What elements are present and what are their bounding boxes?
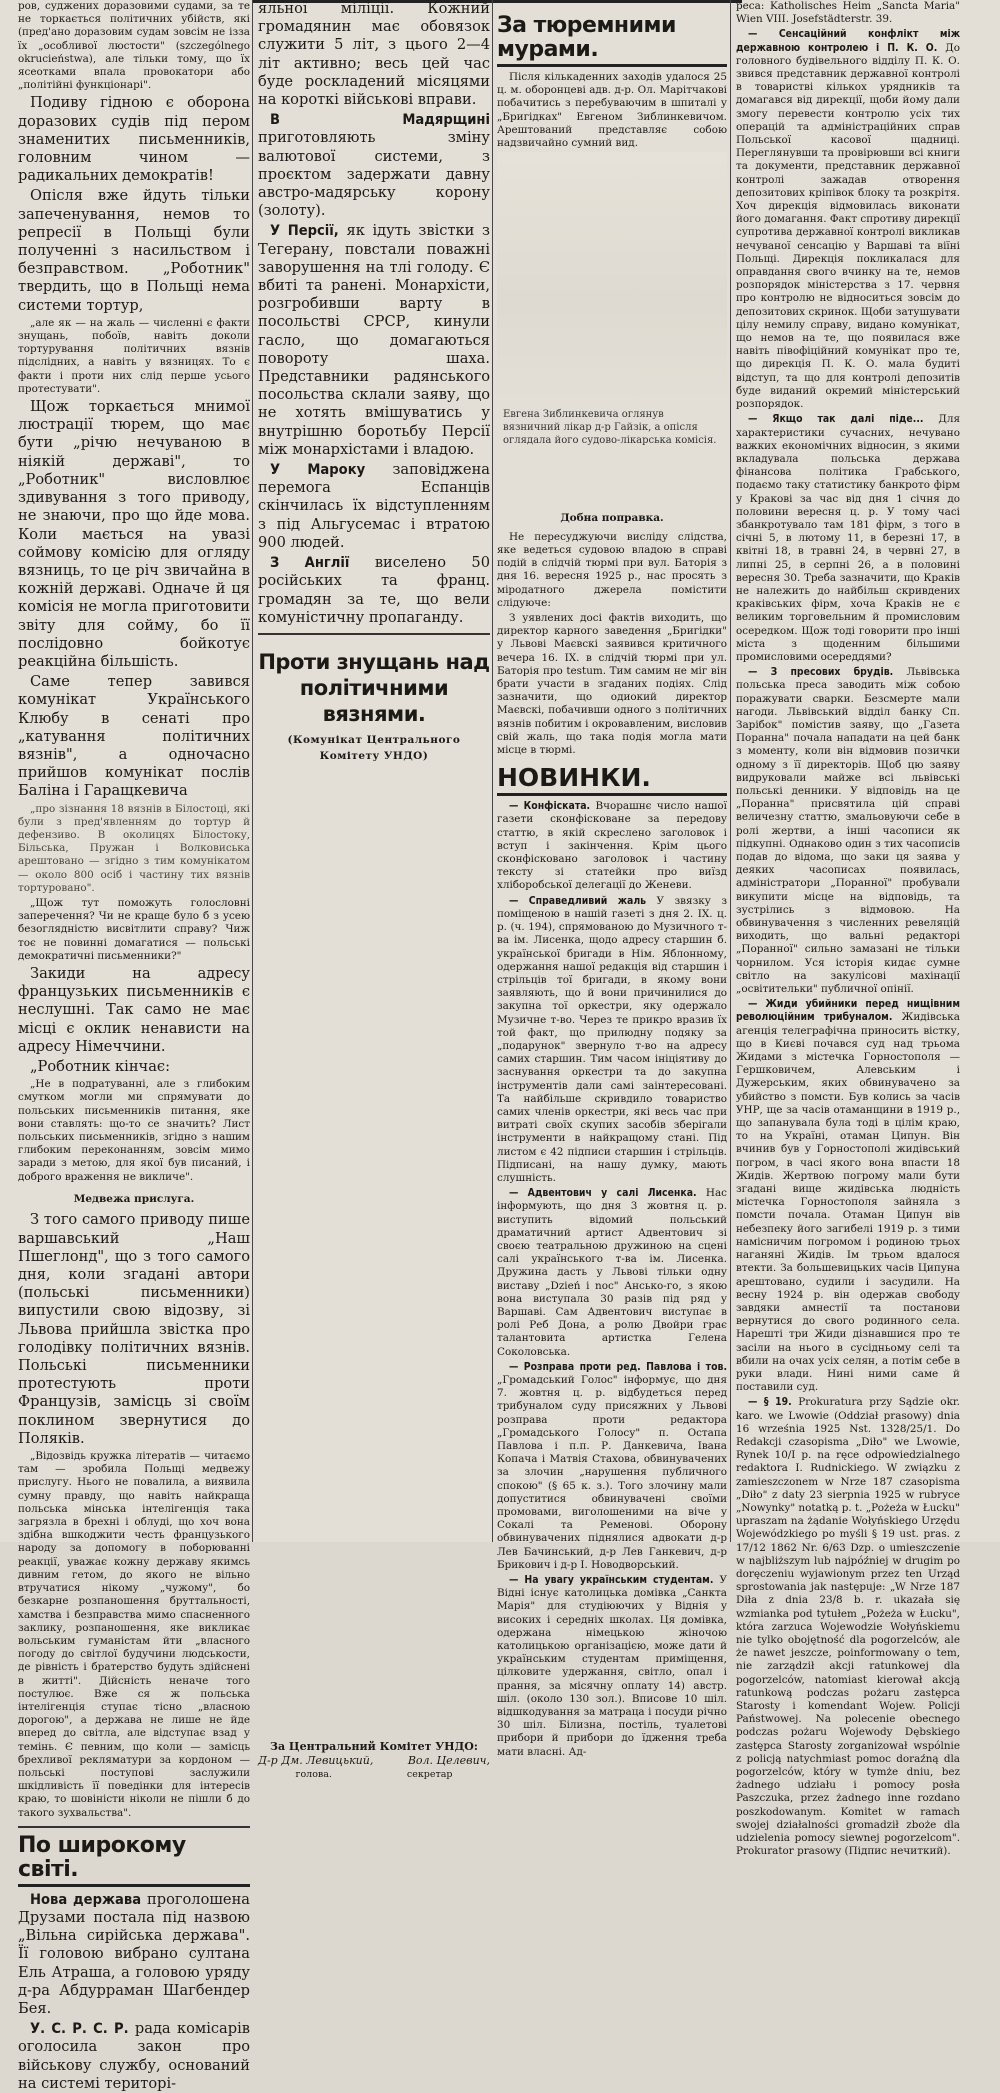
text: рада комісарів оголосила закон про військову службу, оснований на системі територі-: [18, 2020, 250, 2092]
text: Жидівська агенція телеграфічна приносить вістку, що в Києві почався суд над трьома Жидами з містечка Горностополя — Гершковичем, Алевським і Дужерським, яких обвинувачено за убийство з помсти. Був колись за часів УНР, ще за часів отаманщини в 1919 р., що запанувала була тоді в цілім краю, то на Україні, отаман Ципун. Він вчинив був у Горностополі жидівський погром, в часі якого вона впасти 18 Жидів. Жертвою погрому мали бути згадані вище жидівська людність містечка Горностополя зайняла з помсти почала. Отаман Ципун вів небезпеку його загибелі 1919 р. з тими намісничим погромом і родиною трьох наганяні Жидів. Ім трьом вдалося втекти. За большевицьких часів Ципуна арештовано, судили і засудили. На весну 1924 р. він одержав свободу завдяки амнестії та постанови вернутися до свого родинного села. Нарешті три Жиди дізнавшися про те засіли на нього в сусідньому селі та вбили на очах усіх селян, а потім себе в руки влади. Нині ними саме й поставили суд.: [736, 1011, 960, 1394]
signer-1: Д-р Дм. Левицький,: [258, 1754, 374, 1768]
news-item: [736, 666, 960, 996]
lead: В Мадярщині: [270, 111, 490, 129]
text: Нас інформують, що дня 3 жовтня ц. р. виступить відомий польський драматичний артист Адвентович зі своєю театральною дружиною на сцені салі українського т-ва ім. Лисенка. Дружина дасть у Львові тільки одну виставу „Dzień i noc" Ансько-го, з якою вона виступала 30 разів під ряд у Варшаві. Сам Адвентович виступає в ролі Реб Дона, а ролю Двойри грає талантовита артистка Гелена Соколовська.: [497, 1187, 727, 1358]
paragraph: Подиву гідною є оборона доразових судів під пером знаменитих письменників, головним чином — радикальних демократів!: [18, 94, 250, 185]
paragraph: [258, 461, 490, 552]
lead: — Сенсаційний конфлікт між державною контролею і П. К. О.: [736, 28, 960, 54]
lead: У Персії,: [270, 222, 339, 240]
lead: — Якщо так далі піде...: [748, 413, 924, 426]
text: Львівська польська преса заводить між собою поражувати сварки. Безсмерте мали нагоди. Львівський відділ банку Сп. Зарібок" помістив заяву, що „Газета Поранна" почала нападати на цей банк з моменту, коли він відмовив позички одному з її директорів. Щоб цю заяву видруковали майже всі львівські польські денники. У відповідь на це „Поранна" присвятила цій справі величезну статтю, змальовуючи себе в ролі жертви, а інші часописи як підкупні. Однаково один з тих часописів подав до відома, що заки ця заява у деяких часописах появилась, адміністратори „Поранної" пробували викупити місце на відповідь, та зустрілись з відмовою. На обвинувачення з численних ревеляцій виходить, що вальні редакторі „Поранної" сильно замазані не тільки чорнилом. Уся історія кидає сумне світло на закулісові махінації „освітительки" публичної опінії.: [736, 666, 961, 996]
text: Prokuratura przy Sądzie okr. karo. we Lwowie (Oddział prasowy) dnia 16 września 1925 Nst. 1328/25/1. Do Redakcji czasopisma „Diło" we Lwowie, Rynek 10/I p. na ręce odpowiedzialnego redaktora I. Rudnickiego. W związku z zamieszczonem w Nrze 187 czasopisma „Diło" z daty 23 sierpnia 1925 w rubryce „Nowynky" notatką p. t. „Pożeża w Łucku" upraszam na żądanie Wołyńskiego Urzędu Wojewódzkiego po myśli § 19 ust. pras. z 17/12 1862 Nr. 6/63 Dzp. o umieszczenie w najbliższym lub najpóźniej w drugim po doręczeniu wyjawionym przez ten Urząd sprostowania jak następuje: „W Nrze 187 Diła z dnia 23/8 b. r. ukazała się wzmianka pod tytułem „Pożeża w Łucku", która zarzuca Wojewodzie Wołyńskiemu nie tylko obojętność dla pogorzelców, ale że nawet jeszcze, poinformowany o tem, nie zarządził akcji ratunkowej dla pogorzelców, natomiast kierował akcją ratunkową podczas pożaru zastępca Starosty i komendant Wojew. Policji Państwowej. Na polecenie obecnego podczas pożaru Wojewody Dębskiego zastępca Starosty zorganizował wspólnie z policją natychmiast pomoc doraźną dla pogorzelców, który w tymże dniu, bez żadnego udziału i pomocy posła Paszczuka, przez żadnego inne rozdano poszkodowanym. Komitet w ramach swojej działalności gromadził zboże dla udzielenia pomocy siewnej pogorzelcom". Prokurator prasowy (Підпис нечиткий).: [736, 1396, 960, 1858]
section-title: Проти знущань над політичними вязнями.: [258, 649, 490, 726]
text: У звязку з поміщеною в нашій газеті з дня 2. IX. ц. р. (ч. 194), спрямованою до Музичного т-ва ім. Лисенка, щодо адресу старшин б. української бригади в Нім. Яблонному, одержання нашої редакція від старшин і стрільців тої бригади, в якому вони заявляють, що й вони причинилися до закупна тої оркестри, яку одержало Музичне т-во. Через те прикро вразив їх той факт, що прилюдну подяку за „подарунок" звернуло т-во на адресу самих старшин. Тим часом ініціятиву до заснування оркестри та до закупна інструментів дали самі заінтересовані. Та найбільше скривдило товариство самих членів оркестри, які весь час при витраті своїх скупих засобів зберігали інструменти в найкращому стані. Під листом є 42 підписи старшин і стрільців. Підписані, на нашу думку, мають слушність.: [497, 894, 727, 1184]
column-rule-3: [730, 0, 731, 1542]
paragraph: Щож торкається мнимої люстрації тюрем, що має бути „річю нечуваною в ніякій державі", то „Роботник" висловлює здивування з того приводу, не знаючи, про що йде мова. Коли мається на увазі соймову комісію для огляду вязниць, то це річ звичайна в кожній державі. Одначе й ця комісія не могла приготовити звіту для сойму, бо її послідовно бойкотує реакційна більшість.: [18, 398, 250, 670]
news-item: [736, 413, 960, 664]
column-4: [736, 0, 961, 1858]
news-item: [497, 800, 727, 892]
section-title: По широкому світі.: [18, 1834, 250, 1887]
section-title: НОВИНКИ.: [497, 763, 727, 796]
section-subtitle: Медвежа прислуга.: [73, 1192, 195, 1205]
paragraph: Закиди на адресу французьких письменників є неслушні. Так само не має місці є оклик ненависти на адресу Німеччини.: [18, 964, 250, 1055]
lead: У Мароку: [270, 461, 366, 479]
censored-blank-area: [497, 152, 727, 402]
quote: „про зізнання 18 вязнів в Білостоці, які були з пред'явленням до тортур й дефензиво. В околицях Білостоку, Більська, Пружан і Волковиська арештовано — згідно з тим комунікатом — около 800 осіб і частину тих вязнів тортуровано".: [18, 802, 250, 894]
news-item: [497, 895, 727, 1185]
quote: „Щож тут поможуть голословні заперечення? Чи не краще було б з усею безоглядністю висвітлити справу? Чиж тоє не повинні домагатися — польські демократичні письменники?": [18, 896, 250, 962]
lead: У. С. Р. С. Р.: [30, 2020, 129, 2038]
text: як ідуть звістки з Тегерану, повстали поважні заворушення на тлі голоду. Є вбиті та ранені. Монархісти, розгробивши варту в посольстві СРСР, кинули гасло, що домагаються повороту шаха. Представники радянського посольства склали заяву, що не хотять вмішуватись у внутрішню боротьбу Персії між монархістами і владою.: [258, 222, 490, 458]
text: заповіджена перемога Еспанців скінчилась їх відступленням з під Альгусемас і втратою 900 людей.: [258, 461, 491, 551]
signer-2: Вол. Целевич,: [407, 1754, 490, 1768]
paragraph: Після кількаденних заходів удалося 25 ц. м. оборонцеві адв. д-р. Ол. Марітчакові побачитись з перебуваючим в шпиталі у „Бригідках" Евгеном Зиблинкевичом. Арештований представляє собою надзвичайно сумний вид.: [497, 71, 727, 150]
column-rule-2: [492, 0, 493, 1542]
signature-title: За Центральний Комітет УНДО:: [270, 1740, 478, 1754]
empty-area: [258, 770, 490, 1730]
quote: „але як — на жаль — численні є факти знущань, побоїв, навіть доколи тортурування політичних вязнів підслідних, а навіть у вязницях. То є факти і проти них слід перше усього протестувати".: [18, 316, 250, 395]
text: У Відні існує католицька домівка „Санкта Марія" для студіюючих у Віднія у високих і середніх школах. Ця домівка, одержана німецькою жіночою католицькою організацією, може дати й українським студентам приміщення, цілковите удержання, світло, опал і прання, за місячну оплату 14) австр. шіл. (около 130 зол.). Вписове 10 шіл. відшкодування за матраца і посуди річно 30 шіл. Білизна, постіль, туалетові прибори й прибори до їдження треба мати власні. Ад-: [497, 1574, 727, 1758]
text: проголошена Друзами постала під назвою „Вільна сирійська держава". Її головою вибрано султана Ель Атраша, а головою уряду д-ра Абдурраман Шагбендер Бея.: [18, 1890, 250, 2017]
lead: З Англії: [270, 554, 350, 572]
quote: „Відозвідь кружка літератів — читаємо там — зробила Польщі медвежу прислугу. Нього не повалила, а виявила сумну правду, що навіть найкраща польська мінська інтелігенція така загрязла в брехні і облуді, що хоч вона здібна вшкоджити честь французького народу за допомогу в поборюванні реакції, уважає кожну державу якимсь дивним гетом, до якого не вільно втручатися нікому „чужому", бо безкарне розпаношення бруттальності, хамства і безправства мимо спасненного заклику, розпаношення, яке викликає вольським гуманістам йти „власного погоду до світлої будучини людськости, де рівність і братерство будуть здійснені в житті". Дійсність неначе того постулює. Вже ся ж польська інтелігенція ступає тісно „власною дорогою", а держава не лише не йде вперед до світла, але відступає взад у темінь. Є певним, що коли — замісць брехливої рекляматури за кордоном — польські поступові заслужили шкідливість її поведінки для інтересів краю, то шовіністи ніколи не пішли б до такого зухвальства".: [18, 1450, 250, 1819]
news-item: [736, 998, 960, 1394]
text: виселено 50 російських та франц. громадян за те, що вели комуністичну пропаганду.: [258, 554, 490, 626]
text: Для характеристики сучасних, нечувано важких економічних відносин, з якими вкладувала польська держава фінансова політика Грабського, подаємо таку статистику банкрото фірм у Кракові за час від дня 1 січня до половини вересня ц. р. У тому часі збанкротувало там 181 фірм, з того в січні 5, в лютому 11, в березні 17, в квітні 18, в травні 24, в червні 27, в липні 25, в серпні 26, а в половині вересня 30. Треба зазначити, що Краків не належить до найбільш скривдених краківських фірм, хоча Краків не є великим торговельним й промисловим осередком. Щож тоді говорити про інші міста з щоденним більшими промисловими осереддями?: [736, 413, 960, 663]
lead: Нова держава: [30, 1890, 142, 1908]
news-item: [736, 28, 960, 411]
paragraph: ров, суджених доразовими судами, за те не торкається політичних убійств, які (пред'ано доразовим судам зовсім не ізза їх „особливої люстости" (szczególnego okrucieństwa), але тільки тому, що їх ясеотками впала провокатори або „політійні функціонарі".: [18, 0, 250, 92]
paragraph: Опісля вже йдуть тільки запеченування, немов то репресії в Польщі були полученні з насильством і безправством. „Роботник" твердить, що в Польщі нема системи тортур,: [18, 187, 250, 314]
lead: — Справедливий жаль: [509, 894, 647, 907]
signature-block: [258, 1740, 490, 1782]
paragraph: [258, 554, 490, 627]
column-3: [497, 0, 727, 1758]
text: Вчорашнє число нашої газети сконфісковане за передову статтю, в якій скреслено заголовок і вступ і закінчення. Крім цього сконфісковано заголовок і частину тексту зі статейки про виїзд хліборобської делегації до Женеви.: [497, 800, 727, 892]
quote: „Не в подратуванні, але з глибоким смутком могли ми спрямувати до польських письменників питання, яке вони ставлять: що-то се значить? Лист польських письменників, згідно з нашим глибоким переконанням, зовсім мимо заради з метою, для якої був писаний, і доброго враження не викличе".: [18, 1078, 250, 1183]
paragraph: З того самого приводу пише варшавський „Наш Пшеглонд", що з того самого дня, коли згадані автори (польські письменники) випустили свою відозву, зі Львова прийшла звістка про голодівку політичних вязнів. Польські письменники протестують проти Французів, замісць зі своїм поклином звернутися до Поляків.: [18, 1211, 250, 1447]
lead: — На увагу українським студентам.: [509, 1574, 714, 1587]
role-1: голова.: [295, 1769, 332, 1781]
paragraph: „Роботник кінчає:: [30, 1058, 170, 1075]
text: „Громадський Голос" інформує, що дня 7. жовтня ц. р. відбудеться перед трибуналом суду присяжних у Львові розправа проти редактора „Громадського Голосу" п. Остапа Павлова і п.п. Р. Данкевича, Івана Копача і Матвія Стахова, обвинувачених за злочин „нарушення публичного спокою" (§ 65 к. з.). Того злочину мали допуститися обвинувачені своїми промовами, виголошеними на віче у Сокалі та Ременові. Оборону обвинувачених піднялися адвокати д-р Лев Бачинський, д-р Лев Ганкевич, д-р Брикович і д-р І. Новодворський.: [497, 1374, 727, 1571]
caption: Евгена Зиблинкевича оглянув вязничний лікар д-р Гайзік, а опісля оглядала його судово-лікарська комісія.: [503, 409, 717, 447]
lead: — Адвентович у салі Лисенка.: [509, 1187, 697, 1200]
news-item: [497, 1187, 727, 1359]
section-subtitle: (Комунікат Центрального Комітету УНДО): [287, 733, 461, 762]
signature-names: [258, 1754, 490, 1768]
lead: — Конфіската.: [509, 800, 591, 813]
text: приготовляють зміну валютової системи, з проєктом задержати давну австро-мадярську корону (золоту).: [258, 129, 490, 220]
news-item: [497, 1574, 727, 1759]
column-rule-1: [252, 0, 253, 1542]
lead: — З пресових брудів.: [748, 666, 894, 679]
section-subtitle: Добна поправка.: [560, 512, 664, 525]
paragraph: [18, 2020, 250, 2093]
divider: [18, 1826, 250, 1828]
lead: — Жиди убийники перед нищівним революційним трибуналом.: [736, 998, 960, 1024]
paragraph: [258, 111, 490, 220]
lead: — Розправа проти ред. Павлова і тов.: [509, 1360, 727, 1373]
section-title: За тюремними мурами.: [497, 14, 727, 67]
paragraph: Не пересуджуючи висліду слідства, яке ведеться судовою владою в справі подій в слідчій тюрмі при вул. Баторія з дня 16. вересня 1925 р., нас просять з міродатного джерела помістити слідуюче:: [497, 530, 727, 609]
news-item: [497, 1361, 727, 1572]
news-item: [736, 1396, 960, 1858]
column-2: [258, 0, 491, 1781]
lead: — § 19.: [748, 1396, 792, 1409]
divider: [258, 633, 490, 635]
paragraph: Саме тепер завився комунікат Українського Клюбу в сенаті про „катування політичних вязнів", а одночасно прийшов комунікат послів Баліна і Гаращкевича: [18, 673, 250, 800]
text: До головного будівельного відділу П. К. О. звився представник державної контролі в товаристві кількох урядників та домагався від дирекції, щоби йому дали змогу перевести контролю усіх тих операцій та адміністраційних справ Польської касової щадниці. Переглянувши та провірювши всі книги та документи, представник державної контролі зажадав отворення депозитових кріпівок блоку та розкрітя. Хоч дирекція відмовилась виконати його домагання. Факт спротиву дирекції супротива державної контролі викликав нечуваної сенсацію у Варшаві та віїні Польщі. Дирекція покликалася для оправдання свого вчинку на те, немов розпорядок міністерства з 17. червня про контролю не відноситься зовсім до депозитових скринок. Щоби затушувати цілу немилу справу, видано комунікат, що немов на те, що появилася вже навіть півофіційний комунікат про те, що дирекція П. К. О. мала будиті відступ, та що для контролі депозитів буде виданий окремий міністерський розпорядок.: [736, 41, 960, 411]
column-1: [18, 0, 250, 2092]
paragraph: яльної міліції. Кожний громадянин має обовязок служити 5 літ, з цього 2—4 літ активно; весь цей час буде роскладений місяцями на короткі військові вправи.: [258, 0, 490, 109]
paragraph: реса: Katholisches Heim „Sancta Maria" Wien VIII. Josefstädterstr. 39.: [736, 0, 960, 26]
role-2: секретар: [406, 1769, 453, 1781]
paragraph: З уявлених досі фактів виходить, що директор карного заведення „Бригідки" у Львові Маєвскі заявився критичного вечера 16. IX. в слідчій тюрмі при ул. Баторія про testum. Тим самим не міг він брати участи в згаданих подіях. Слід зазначити, що одиокий директор Маєвскі, побачивши одного з політичних вязнів побитим і окровавленим, висловив свій жаль, що така подія могла мати місце в тюрмі.: [497, 612, 727, 757]
paragraph: [258, 222, 490, 459]
signature-roles: [258, 1768, 490, 1782]
paragraph: [18, 1891, 250, 2018]
